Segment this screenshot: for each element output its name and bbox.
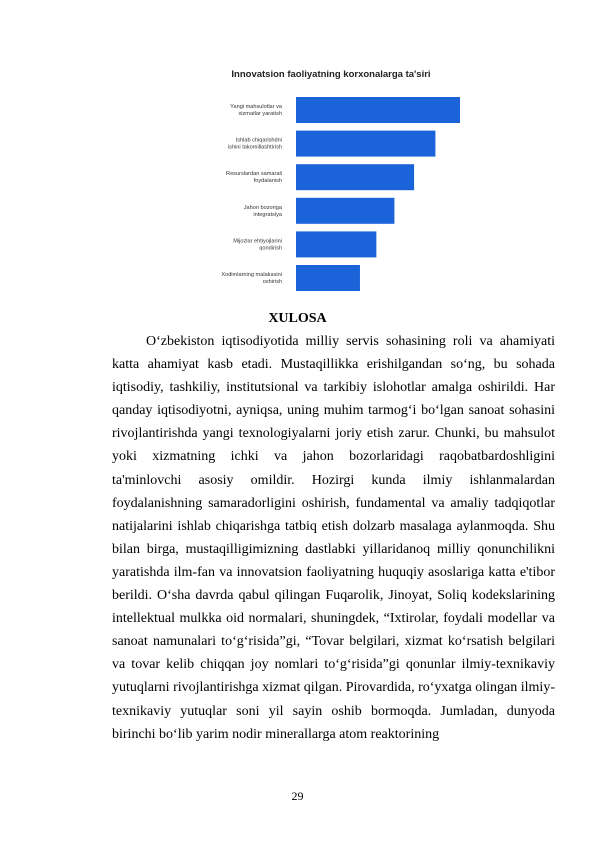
chart-canvas	[205, 62, 475, 296]
chart-title: Innovatsion faoliyatning korxonalarga ta'siri	[231, 69, 431, 80]
page-number: 29	[291, 789, 304, 803]
chart-bar	[296, 131, 435, 157]
chart-marks	[221, 97, 460, 291]
section-heading: XULOSA	[268, 311, 327, 326]
category-label: Yangi mahsulotlar va xizmatlar yaratish	[230, 104, 282, 117]
category-label: Resurslardan samarali foydalanish	[226, 171, 282, 185]
body-text	[112, 330, 555, 746]
category-label: Ishlab chiqarishdni ishini takomillashtirish	[227, 137, 282, 151]
chart-bar	[296, 164, 414, 190]
bar-chart	[205, 62, 475, 296]
chart-bar	[296, 231, 376, 257]
body-paragraph: O‘zbekiston iqtisodiyotida milliy servis sohasining roli va ahamiyati katta ahamiyat kasb etadi. Mustaqillikka erishilgandan so‘ng, bu sohada iqtisodiy, tashkiliy, institutsional va tarkibiy islohotlar amalga oshirildi. Har qanday iqtisodiyotni, ayniqsa, uning muhim tarmog‘i bo‘lgan sanoat sohasini rivojlantirishda yangi texnologiyalarni joriy etish zarur. Chunki, bu mahsulot yoki xizmatning ichki va jahon bozorlaridagi raqobatbardoshligini ta'minlovchi asosiy omildir. Hozirgi kunda ilmiy ishlanmalardan foydalanishning samaradorligini oshirish, fundamental va amaliy tadqiqotlar natijalarini ishlab chiqarishga tatbiq etish dolzarb masalaga aylanmoqda. Shu bilan birga, mustaqilligimizning dastlabki yillaridanoq milliy qonunchilikni yaratishda ilm-fan va innovatsion faoliyatning huquqiy asoslariga katta e'tibor berildi. O‘sha davrda qabul qilingan Fuqarolik, Jinoyat, Soliq kodekslarining intellektual mulkka oid normalari, shuningdek, “Ixtirolar, foydali modellar va sanoat namunalari to‘g‘risida”gi, “Tovar belgilari, xizmat ko‘rsatish belgilari va tovar kelib chiqqan joy nomlari to‘g‘risida”gi qonunlar ilmiy-texnikaviy yutuqlarni rivojlantirishga xizmat qilgan. Pirovardida, ro‘yxatga olingan ilmiy-texnikaviy yutuqlar soni yil sayin oshib bormoqda. Jumladan, dunyoda birinchi bo‘lib yarim nodir minerallarga atom reaktorining	[112, 334, 555, 742]
chart-bar	[296, 97, 460, 123]
chart-bar	[296, 265, 360, 291]
category-label: Jahon bozoriga integratsiya	[243, 204, 282, 218]
category-label: Xodimlarning malakasini oshirish	[221, 272, 282, 285]
chart-bar	[296, 198, 394, 224]
category-label: Mijozlar ehtiyojlarini qondirish	[233, 238, 282, 252]
